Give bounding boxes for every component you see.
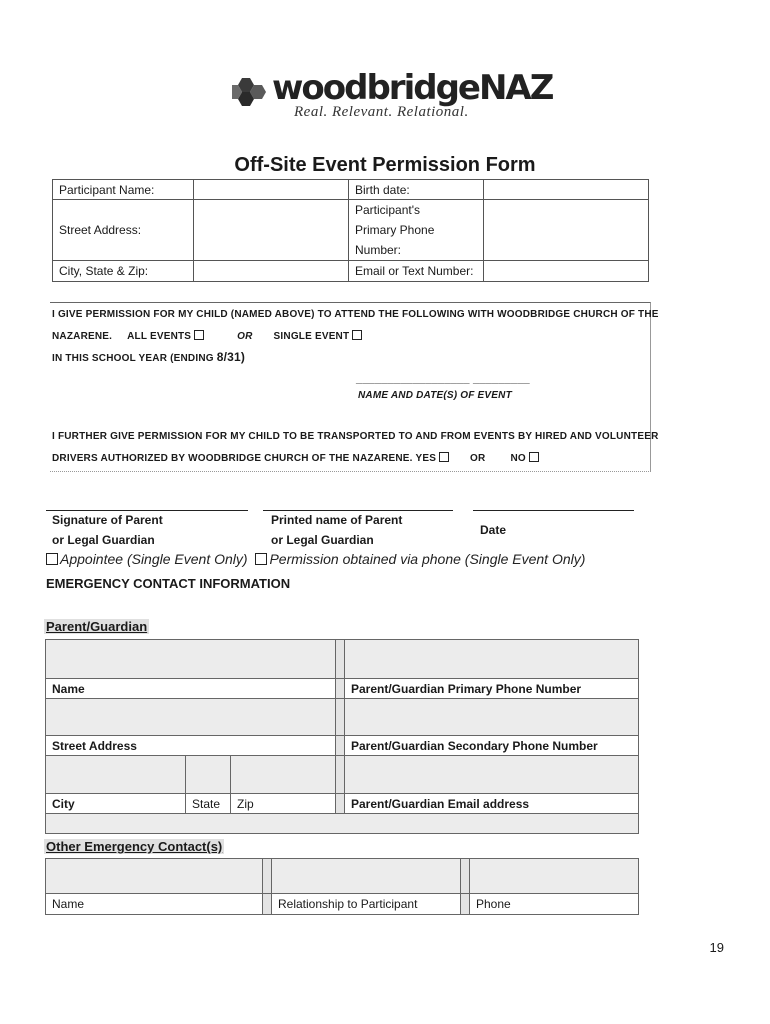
- city-state-zip-label: City, State & Zip:: [53, 261, 194, 282]
- contact-name-label: Name: [46, 894, 263, 915]
- transport-line: I FURTHER GIVE PERMISSION FOR MY CHILD TO BE TRANSPORTED TO AND FROM EVENTS BY HIRED AND VOLUNTEER: [52, 431, 659, 442]
- phone-permission-label: Permission obtained via phone (Single Event Only): [269, 551, 586, 567]
- participant-name-label: Participant Name:: [53, 180, 194, 200]
- column-separator: [336, 736, 345, 756]
- logo-wordmark: woodbridgeNAZ: [272, 68, 553, 108]
- primary-phone-field[interactable]: [345, 640, 639, 679]
- zip-field[interactable]: [231, 756, 336, 794]
- email-label: Email or Text Number:: [349, 261, 484, 282]
- participant-table: [52, 179, 649, 282]
- permission-block: [50, 302, 659, 472]
- phone-label-line: Primary Phone: [355, 223, 435, 237]
- parent-guardian-heading-text: Parent/Guardian: [46, 619, 148, 634]
- transport-options: [52, 452, 539, 464]
- state-field[interactable]: [186, 756, 231, 794]
- column-separator: [263, 894, 272, 915]
- relationship-label: Relationship to Participant: [272, 894, 461, 915]
- church-logo: [232, 68, 553, 128]
- phone-permission-checkbox[interactable]: [255, 553, 267, 565]
- date-line[interactable]: [473, 510, 634, 511]
- street-label: Street Address: [46, 736, 336, 756]
- signature-label-line: Signature of Parent: [52, 513, 163, 527]
- other-contacts-table: [45, 858, 639, 915]
- column-separator: [461, 859, 470, 894]
- email-field[interactable]: [484, 261, 649, 282]
- secondary-phone-field[interactable]: [345, 699, 639, 736]
- appointee-checkbox[interactable]: [46, 553, 58, 565]
- yes-checkbox[interactable]: [439, 452, 449, 462]
- phone-label-line: Participant's: [355, 203, 420, 217]
- ending-date: 8/31): [216, 350, 246, 364]
- signature-label: [52, 510, 163, 550]
- column-separator: [263, 859, 272, 894]
- all-events-label: ALL EVENTS: [127, 331, 192, 342]
- hexagon-cluster-icon: [232, 74, 272, 114]
- parent-guardian-heading: [44, 618, 149, 636]
- phone-label-line: Number:: [355, 243, 402, 257]
- other-contacts-heading: [44, 838, 224, 856]
- printed-label-line: or Legal Guardian: [271, 533, 374, 547]
- street-address-label: Street Address:: [53, 200, 194, 261]
- event-caption: NAME AND DATE(S) OF EVENT: [358, 390, 512, 401]
- name-field[interactable]: [46, 640, 336, 679]
- printed-label-line: Printed name of Parent: [271, 513, 403, 527]
- school-year-text: IN THIS SCHOOL YEAR (ENDING: [52, 353, 214, 364]
- spacer-row: [46, 814, 639, 834]
- street-address-field[interactable]: [194, 200, 349, 261]
- city-label: City: [46, 794, 186, 814]
- other-contacts-heading-text: Other Emergency Contact(s): [46, 839, 223, 854]
- birth-date-field[interactable]: [484, 180, 649, 200]
- secondary-phone-label: Parent/Guardian Secondary Phone Number: [345, 736, 639, 756]
- email-label: Parent/Guardian Email address: [345, 794, 639, 814]
- date-label: Date: [480, 523, 507, 537]
- no-label: NO: [510, 453, 526, 464]
- drivers-text: DRIVERS AUTHORIZED BY WOODBRIDGE CHURCH OF THE NAZARENE. YES: [52, 453, 437, 464]
- contact-name-field[interactable]: [46, 859, 263, 894]
- appointee-label: Appointee (Single Event Only): [60, 551, 248, 567]
- logo-tagline: Real. Relevant. Relational.: [294, 104, 469, 120]
- nazarene-text: NAZARENE.: [52, 331, 113, 342]
- single-event-label: SINGLE EVENT: [273, 331, 350, 342]
- no-checkbox[interactable]: [529, 452, 539, 462]
- primary-phone-label: Parent/Guardian Primary Phone Number: [345, 679, 639, 699]
- city-field[interactable]: [46, 756, 186, 794]
- consent-options: [46, 551, 585, 567]
- column-separator: [336, 679, 345, 699]
- or-text: OR: [237, 331, 253, 342]
- column-separator: [336, 756, 345, 794]
- column-separator: [336, 699, 345, 736]
- page-number: 19: [709, 940, 724, 955]
- contact-phone-label: Phone: [470, 894, 639, 915]
- column-separator: [461, 894, 470, 915]
- signature-label-line: or Legal Guardian: [52, 533, 155, 547]
- emergency-heading: EMERGENCY CONTACT INFORMATION: [46, 576, 291, 591]
- permission-line: I GIVE PERMISSION FOR MY CHILD (NAMED ABOVE) TO ATTEND THE FOLLOWING WITH WOODBRIDGE CHURCH OF THE: [52, 309, 659, 320]
- street-field[interactable]: [46, 699, 336, 736]
- event-blank-line[interactable]: __________________ _________: [356, 373, 530, 385]
- email-field[interactable]: [345, 756, 639, 794]
- birth-date-label: Birth date:: [349, 180, 484, 200]
- permission-options: [52, 330, 362, 342]
- contact-phone-field[interactable]: [470, 859, 639, 894]
- or-text: OR: [470, 453, 486, 464]
- name-label: Name: [46, 679, 336, 699]
- state-label: State: [186, 794, 231, 814]
- school-year-line: [52, 350, 245, 364]
- phone-field[interactable]: [484, 200, 649, 261]
- single-event-checkbox[interactable]: [352, 330, 362, 340]
- city-state-zip-field[interactable]: [194, 261, 349, 282]
- phone-label: [349, 200, 484, 261]
- zip-label: Zip: [231, 794, 336, 814]
- relationship-field[interactable]: [272, 859, 461, 894]
- printed-name-label: [271, 510, 402, 550]
- participant-name-field[interactable]: [194, 180, 349, 200]
- all-events-checkbox[interactable]: [194, 330, 204, 340]
- form-title: Off-Site Event Permission Form: [234, 154, 536, 176]
- column-separator: [336, 640, 345, 679]
- column-separator: [336, 794, 345, 814]
- parent-guardian-table: [45, 639, 639, 834]
